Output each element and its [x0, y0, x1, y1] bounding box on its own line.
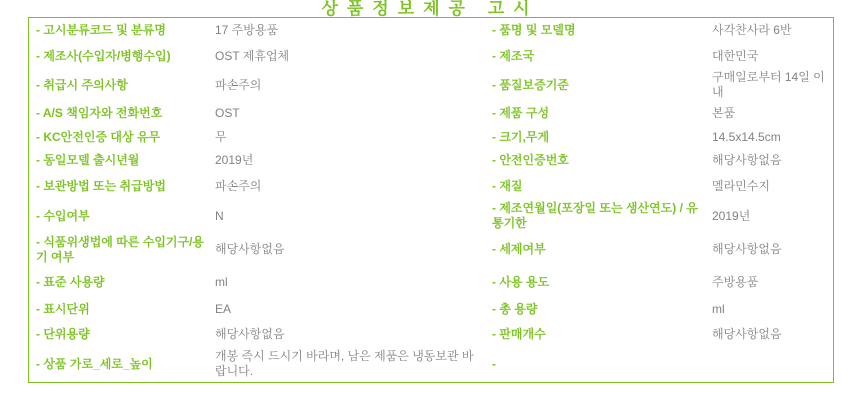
- spec-value: N: [215, 208, 224, 223]
- table-row: [29, 126, 833, 148]
- spec-value: 14.5x14.5cm: [712, 129, 781, 144]
- spec-label: - 표시단위: [36, 301, 90, 316]
- page-title: 상품정보제공 고시: [321, 0, 539, 18]
- spec-value: ml: [215, 274, 228, 289]
- spec-value: 해당사항없음: [215, 326, 285, 341]
- spec-value: 해당사항없음: [712, 242, 782, 256]
- spec-label: - 제품 구성: [492, 105, 550, 120]
- spec-label: - KC안전인증 대상 유무: [36, 129, 161, 144]
- spec-label: - 취급시 주의사항: [36, 77, 128, 92]
- table-row: [29, 297, 833, 321]
- spec-label: - 안전인증번호: [492, 152, 569, 167]
- spec-value: 해당사항없음: [712, 326, 782, 341]
- spec-value: 무: [215, 129, 227, 144]
- spec-value: OST 제휴업체: [215, 49, 290, 63]
- spec-label: - 재질: [492, 178, 523, 193]
- spec-grid: [29, 18, 833, 382]
- spec-value: 본품: [712, 105, 736, 120]
- spec-value: [712, 347, 833, 381]
- spec-label: - 상품 가로_세로_높이: [36, 356, 153, 371]
- table-row: [29, 70, 833, 100]
- spec-label: - 제조사(수입자/병행수입): [36, 49, 171, 63]
- spec-value: ml: [712, 301, 725, 316]
- table-row: [29, 267, 833, 297]
- spec-label: - 고시분류코드 및 분류명: [36, 23, 166, 37]
- table-row: [29, 100, 833, 126]
- spec-value: 해당사항없음: [712, 152, 782, 167]
- spec-value: 사각찬사라 6반: [712, 23, 792, 37]
- product-info-table: [28, 17, 834, 383]
- spec-value: 파손주의: [215, 178, 262, 193]
- spec-value: 2019년: [215, 152, 254, 167]
- spec-label: - 표준 사용량: [36, 274, 105, 289]
- spec-label: - 세제여부: [492, 242, 546, 256]
- spec-value: OST: [215, 105, 240, 120]
- table-row: [29, 321, 833, 347]
- table-row: [29, 148, 833, 172]
- spec-label: - 판매개수: [492, 326, 546, 341]
- spec-value: 주방용품: [712, 274, 759, 289]
- spec-label: - 동일모델 출시년월: [36, 152, 140, 167]
- spec-label: - 크기,무게: [492, 129, 550, 144]
- spec-label: - 총 용량: [492, 301, 538, 316]
- spec-label: - 제조연월일(포장일 또는 생산연도) / 유통기한: [492, 201, 698, 230]
- spec-value: 멜라민수지: [712, 178, 770, 193]
- spec-value: 구매일로부터 14일 이내: [712, 70, 825, 99]
- spec-value: 개봉 즉시 드시기 바라며, 남은 제품은 냉동보관 바랍니다.: [215, 349, 474, 378]
- spec-label: - 제조국: [492, 49, 535, 63]
- spec-value: 파손주의: [215, 77, 262, 92]
- table-row: [29, 232, 833, 267]
- spec-label: - 품질보증기준: [492, 77, 569, 92]
- spec-label: - A/S 책임자와 전화번호: [36, 105, 163, 120]
- spec-value: 2019년: [712, 208, 751, 223]
- table-row: [29, 18, 833, 43]
- table-row: [29, 347, 833, 381]
- spec-label: - 보관방법 또는 취급방법: [36, 178, 166, 193]
- table-row: [29, 43, 833, 70]
- spec-label: - 식품위생법에 따른 수입기구/용기 여부: [36, 234, 205, 264]
- spec-label: -: [492, 356, 496, 371]
- spec-value: EA: [215, 301, 232, 316]
- spec-value: 17 주방용품: [215, 23, 279, 37]
- table-row: [29, 172, 833, 200]
- spec-label: - 품명 및 모델명: [492, 23, 576, 37]
- table-row: [29, 200, 833, 232]
- spec-value: 대한민국: [712, 49, 759, 63]
- spec-label: - 사용 용도: [492, 274, 550, 289]
- spec-value: 해당사항없음: [215, 242, 285, 256]
- spec-label: - 단위용량: [36, 326, 90, 341]
- spec-label: - 수입여부: [36, 208, 90, 223]
